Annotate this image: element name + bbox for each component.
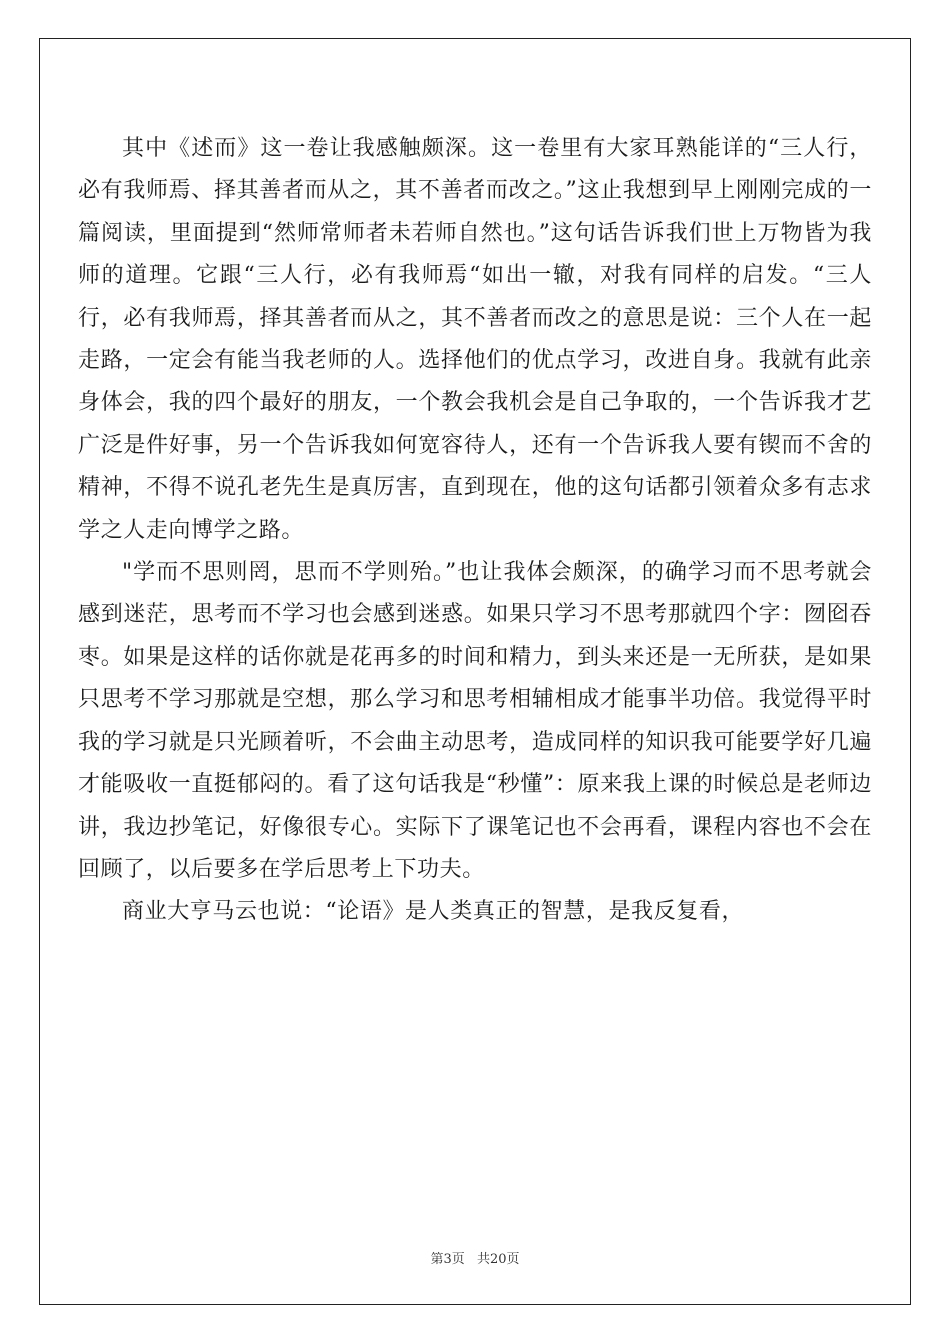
document-body [78, 128, 872, 934]
paragraph-shuer: 其中《述而》这一卷让我感触颇深。这一卷里有大家耳熟能详的“三人行，必有我师焉、择其善者而从之，其不善者而改之。”这止我想到早上刚刚完成的一篇阅读，里面提到“然师常师者未若师自然也。”这句话告诉我们世上万物皆为我师的道理。它跟“三人行，必有我师焉“如出一辙，对我有同样的启发。“三人行，必有我师焉，择其善者而从之，其不善者而改之的意思是说：三个人在一起走路，一定会有能当我老师的人。选择他们的优点学习，改进自身。我就有此亲身体会，我的四个最好的朋友，一个教会我机会是自己争取的，一个告诉我才艺广泛是件好事，另一个告诉我如何宽容待人，还有一个告诉我人要有锲而不舍的精神，不得不说孔老先生是真厉害，直到现在，他的这句话都引领着众多有志求学之人走向博学之路。 [78, 136, 872, 543]
page-footer [0, 1248, 950, 1267]
page-number: 第3页 [430, 1252, 465, 1267]
page-total: 共20页 [476, 1252, 520, 1267]
paragraph-mayun: 商业大亨马云也说：“论语》是人类真正的智慧，是我反复看， [122, 899, 745, 925]
paragraph-xueersi: "学而不思则罔，思而不学则殆。”也让我体会颇深，的确学习而不思考就会感到迷茫，思考而不学习也会感到迷惑。如果只学习不思考那就四个字：囫囵吞枣。如果是这样的话你就是花再多的时间和精力，到头来还是一无所获，是如果只思考不学习那就是空想，那么学习和思考相辅相成才能事半功倍。我觉得平时我的学习就是只光顾着听，不会曲主动思考，造成同样的知识我可能要学好几遍才能吸收一直挺郁闷的。看了这句话我是“秒懂”：原来我上课的时候总是老师边讲，我边抄笔记，好像很专心。实际下了课笔记也不会再看，课程内容也不会在回顾了，以后要多在学后思考上下功夫。 [78, 560, 872, 882]
